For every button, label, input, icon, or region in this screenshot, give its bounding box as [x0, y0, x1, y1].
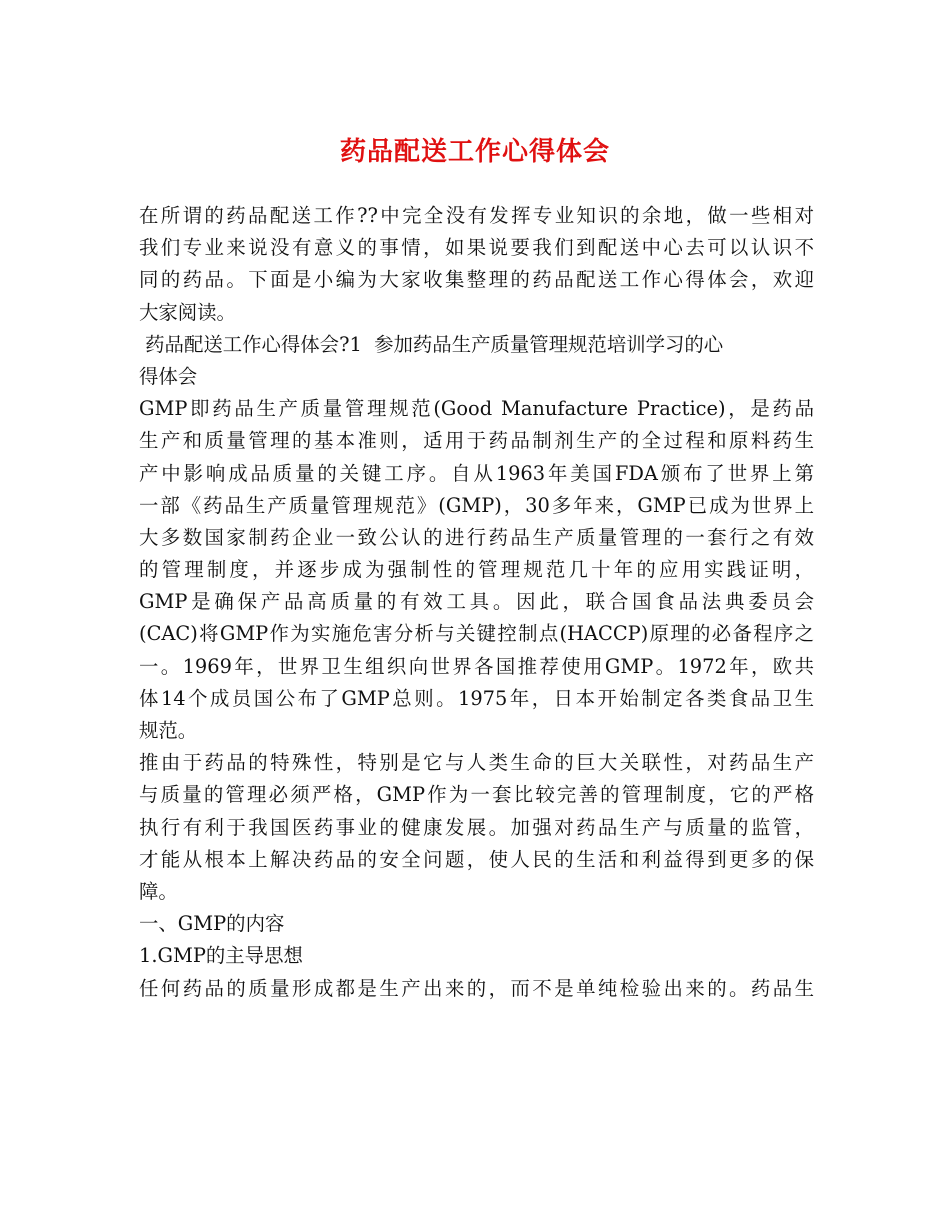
- text-line: 体14个成员国公布了GMP总则。1975年，日本开始制定各类食品卫生: [139, 686, 814, 710]
- text-line: 执行有利于我国医药事业的健康发展。加强对药品生产与质量的监管，: [139, 815, 814, 839]
- text-line: 的管理制度，并逐步成为强制性的管理规范几十年的应用实践证明，: [139, 558, 814, 582]
- text-line: 大多数国家制药企业一致公认的进行药品生产质量管理的一套行之有效: [139, 525, 814, 549]
- document-body: [139, 200, 814, 1005]
- text-line: 同的药品。下面是小编为大家收集整理的药品配送工作心得体会，欢迎: [139, 268, 814, 292]
- text-line: 一部《药品生产质量管理规范》(GMP)，30多年来，GMP已成为世界上: [139, 493, 814, 517]
- text-line: 与质量的管理必须严格，GMP作为一套比较完善的管理制度，它的严格: [139, 783, 814, 807]
- text-line: GMP即药品生产质量管理规范(Good Manufacture Practice)，是药品: [139, 397, 814, 421]
- text-line: 1.GMP的主导思想: [139, 944, 303, 968]
- text-line: 任何药品的质量形成都是生产出来的，而不是单纯检验出来的。药品生: [139, 976, 814, 1000]
- text-line: 药品配送工作心得体会?1 参加药品生产质量管理规范培训学习的心: [139, 332, 724, 356]
- text-line: (CAC)将GMP作为实施危害分析与关键控制点(HACCP)原理的必备程序之: [139, 622, 814, 646]
- text-line: 才能从根本上解决药品的安全问题，使人民的生活和利益得到更多的保: [139, 847, 814, 871]
- text-line: 在所谓的药品配送工作??中完全没有发挥专业知识的余地，做一些相对: [139, 204, 814, 227]
- document-title: 药品配送工作心得体会: [339, 137, 610, 167]
- text-line: 产中影响成品质量的关键工序。自从1963年美国FDA颁布了世界上第: [139, 461, 814, 485]
- text-line: GMP是确保产品高质量的有效工具。因此，联合国食品法典委员会: [139, 590, 814, 614]
- text-line: 得体会: [139, 364, 198, 388]
- text-line: 推由于药品的特殊性，特别是它与人类生命的巨大关联性，对药品生产: [139, 751, 814, 775]
- text-line: 生产和质量管理的基本准则，适用于药品制剂生产的全过程和原料药生: [139, 429, 814, 453]
- text-line: 一、GMP的内容: [139, 912, 285, 936]
- text-line: 一。1969年，世界卫生组织向世界各国推荐使用GMP。1972年，欧共: [139, 654, 814, 678]
- text-line: 规范。: [139, 719, 198, 742]
- text-line: 障。: [139, 879, 178, 903]
- text-line: 大家阅读。: [139, 300, 236, 324]
- text-line: 我们专业来说没有意义的事情，如果说要我们到配送中心去可以认识不: [139, 236, 814, 260]
